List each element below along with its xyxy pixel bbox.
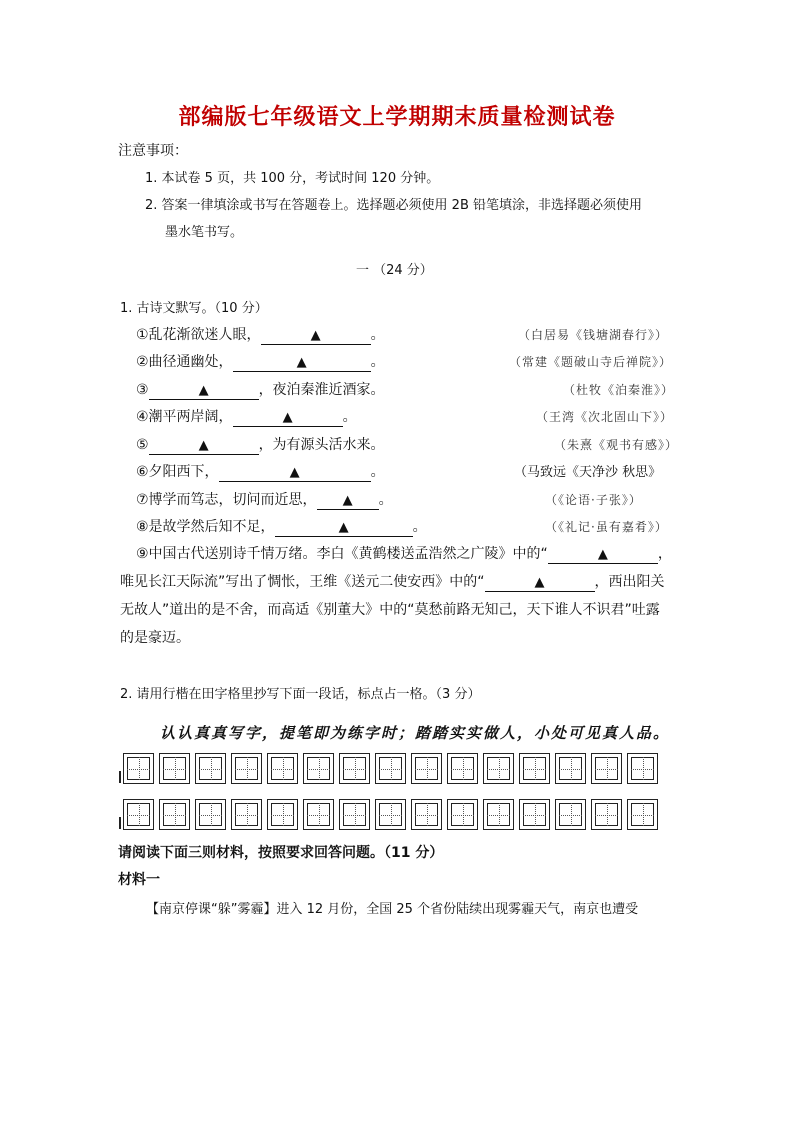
q1-line-1: ①乱花渐欲迷人眼， ▲ 。 (136, 327, 385, 343)
answer-blank[interactable]: ▲ (149, 383, 259, 400)
answer-blank[interactable]: ▲ (317, 493, 379, 510)
tianzige-cell[interactable] (231, 799, 262, 830)
tianzige-cell[interactable] (159, 799, 190, 830)
q2-heading: 2. 请用行楷在田字格里抄写下面一段话，标点占一格。（3 分） (120, 687, 481, 702)
q1-line-9: ⑨中国古代送别诗千情万绪。李白《黄鹤楼送孟浩然之广陵》中的“ ▲ ， (136, 546, 672, 562)
tianzige-cell[interactable] (339, 799, 370, 830)
q2-copy-text: 认认真真写字，提笔即为练字时；踏踏实实做人，小处可见真人品。 (160, 724, 671, 742)
tianzige-cell[interactable] (483, 753, 514, 784)
tianzige-cell[interactable] (195, 799, 226, 830)
q1-source-8: （《礼记·虽有嘉肴》） (545, 520, 668, 534)
q1-source-2: （常建《题破山寺后禅院》） (509, 355, 673, 369)
tianzige-cell[interactable] (195, 753, 226, 784)
tianzige-cell[interactable] (627, 799, 658, 830)
tianzige-cell[interactable] (123, 799, 154, 830)
tianzige-cell[interactable] (267, 753, 298, 784)
tianzige-cell[interactable] (519, 753, 550, 784)
tianzige-cell[interactable] (303, 753, 334, 784)
notice-item-2: 2. 答案一律填涂或书写在答题卷上。选择题必须使用 2B 铅笔填涂，非选择题必须使用 (145, 198, 642, 213)
tianzige-cell[interactable] (123, 753, 154, 784)
q1-source-5: （朱熹《观书有感》） (554, 438, 679, 452)
material-label: 材料一 (118, 872, 160, 888)
answer-blank[interactable]: ▲ (233, 410, 343, 427)
answer-blank[interactable]: ▲ (485, 575, 595, 592)
notice-item-1: 1. 本试卷 5 页，共 100 分，考试时间 120 分钟。 (145, 171, 440, 186)
section-one-heading: 一 （24 分） (356, 263, 433, 278)
q1-line-6: ⑥夕阳西下， ▲ 。 (136, 464, 385, 480)
answer-blank[interactable]: ▲ (219, 465, 371, 482)
q3-heading: 请阅读下面三则材料，按照要求回答问题。（11 分） (118, 845, 444, 861)
q1-line-7: ⑦博学而笃志，切问而近思， ▲ 。 (136, 492, 393, 508)
tianzige-cell[interactable] (267, 799, 298, 830)
q1-source-4: （王湾《次北固山下》） (536, 410, 674, 424)
q1-line-5: ⑤ ▲ ，为有源头活水来。 (136, 437, 385, 453)
page-title: 部编版七年级语文上学期期末质量检测试卷 (178, 105, 616, 130)
tianzige-cell[interactable] (627, 753, 658, 784)
tianzige-cell[interactable] (447, 753, 478, 784)
answer-blank[interactable]: ▲ (233, 355, 371, 372)
tianzige-cell[interactable] (375, 753, 406, 784)
tianzige-cell[interactable] (519, 799, 550, 830)
tianzige-row-2 (123, 799, 683, 830)
q1-source-1: （白居易《钱塘湖春行》） (518, 328, 669, 342)
q1-source-3: （杜牧《泊秦淮》） (563, 383, 675, 397)
material-text: 【南京停课“躲”雾霾】进入 12 月份，全国 25 个省份陆续出现雾霾天气，南京也遭受 (146, 902, 639, 917)
tianzige-row-1 (123, 753, 683, 784)
answer-blank[interactable]: ▲ (548, 547, 658, 564)
tianzige-cell[interactable] (339, 753, 370, 784)
answer-blank[interactable]: ▲ (261, 328, 371, 345)
q1-line-4: ④潮平两岸阔， ▲ 。 (136, 409, 357, 425)
tianzige-cell[interactable] (555, 753, 586, 784)
q1-line-9-cont-3: 的是豪迈。 (120, 630, 190, 646)
notice-heading: 注意事项： (118, 143, 188, 159)
tianzige-cell[interactable] (591, 799, 622, 830)
tianzige-cell[interactable] (411, 799, 442, 830)
q1-source-7: （《论语·子张》） (545, 493, 642, 507)
tianzige-cell[interactable] (555, 799, 586, 830)
q1-line-2: ②曲径通幽处， ▲ 。 (136, 354, 385, 370)
grid-margin-mark (119, 817, 121, 829)
q1-heading: 1. 古诗文默写。（10 分） (120, 301, 268, 316)
tianzige-cell[interactable] (303, 799, 334, 830)
tianzige-cell[interactable] (483, 799, 514, 830)
answer-blank[interactable]: ▲ (275, 520, 413, 537)
q1-line-9-cont-1: 唯见长江天际流”写出了惆怅，王维《送元二使安西》中的“ ▲ ，西出阳关 (120, 574, 665, 590)
notice-item-2-cont: 墨水笔书写。 (165, 225, 244, 240)
tianzige-cell[interactable] (159, 753, 190, 784)
q1-line-9-cont-2: 无故人”道出的是不舍，而高适《别董大》中的“莫愁前路无知己，天下谁人不识君”吐露 (120, 602, 660, 618)
tianzige-cell[interactable] (591, 753, 622, 784)
tianzige-cell[interactable] (231, 753, 262, 784)
q1-source-6: （马致远《天净沙 秋思》 (514, 465, 662, 480)
q1-line-3: ③ ▲ ，夜泊秦淮近酒家。 (136, 382, 385, 398)
answer-blank[interactable]: ▲ (149, 438, 259, 455)
grid-margin-mark (119, 771, 121, 783)
q1-line-8: ⑧是故学然后知不足， ▲ 。 (136, 519, 427, 535)
tianzige-cell[interactable] (375, 799, 406, 830)
tianzige-cell[interactable] (447, 799, 478, 830)
tianzige-cell[interactable] (411, 753, 442, 784)
